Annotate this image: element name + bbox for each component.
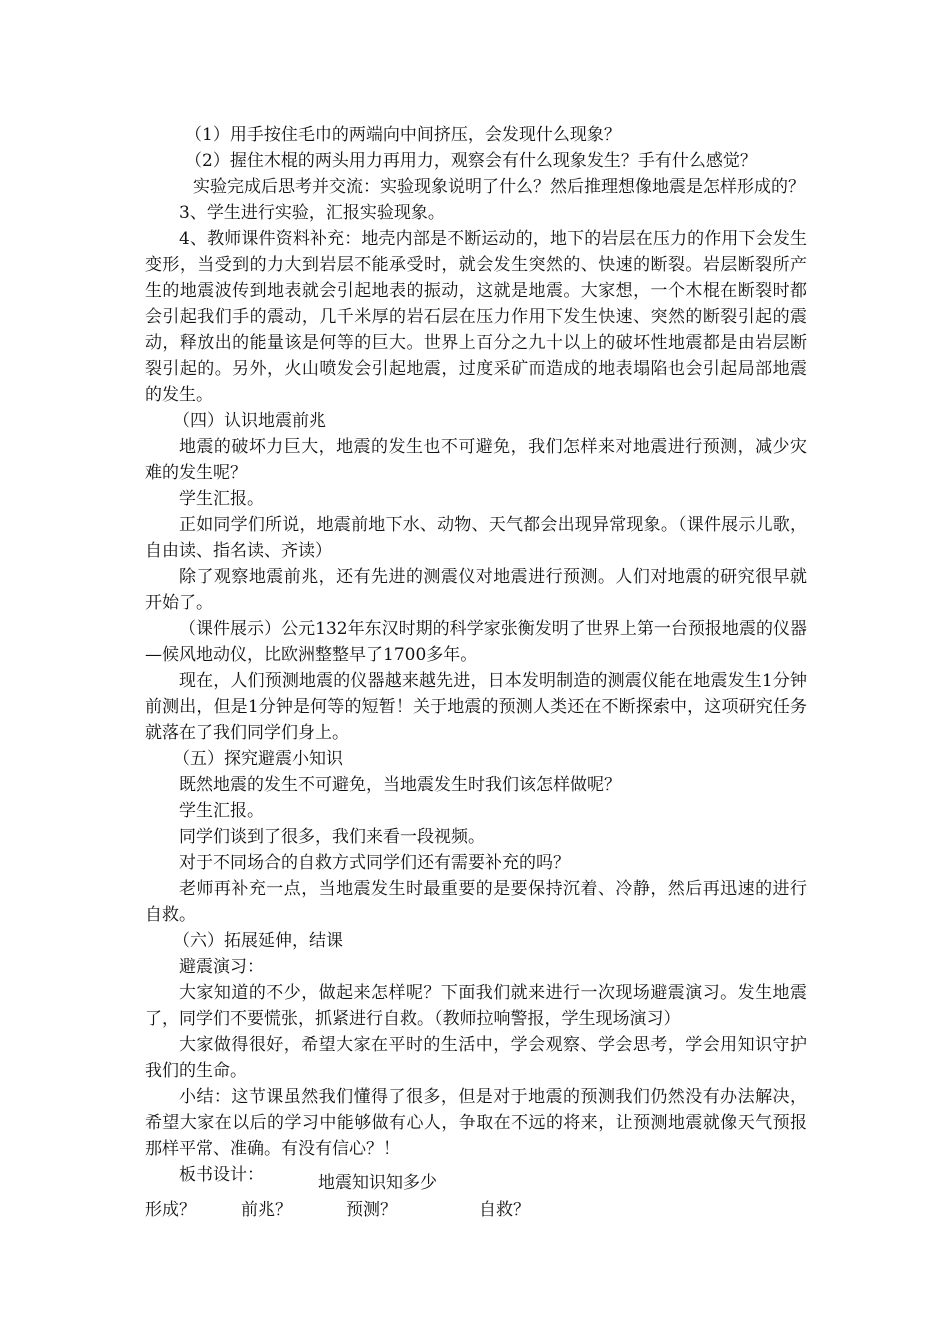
- paragraph-praise: 大家做得很好，希望大家在平时的生活中，学会观察、学会思考，学会用知识守护我们的生命。: [145, 1035, 807, 1081]
- paragraph-drill-label: 避震演习：: [179, 957, 264, 977]
- paragraph-zhang-heng: （课件展示）公元132年东汉时期的科学家张衡发明了世界上第一台预报地震的仪器—候风地动仪，比欧洲整整早了1700多年。: [145, 619, 807, 665]
- document-body: [145, 122, 807, 1188]
- paragraph-what-to-do: 既然地震的发生不可避免，当地震发生时我们该怎样做呢？: [179, 775, 621, 795]
- paragraph-prediction-question: 地震的破坏力巨大，地震的发生也不可避免，我们怎样来对地震进行预测，减少灾难的发生呢？: [145, 437, 807, 483]
- board-item-self-rescue: 自救？: [479, 1200, 530, 1220]
- section-heading-5: （五）探究避震小知识: [173, 749, 343, 769]
- paragraph-step-2: （2）握住木棍的两头用力再用力，观察会有什么现象发生？手有什么感觉？: [185, 151, 757, 171]
- section-heading-6: （六）拓展延伸，结课: [173, 931, 343, 951]
- board-title: 地震知识知多少: [318, 1173, 437, 1193]
- paragraph-reflection: 实验完成后思考并交流：实验现象说明了什么？然后推理想像地震是怎样形成的？: [193, 177, 805, 197]
- paragraph-summary: 小结：这节课虽然我们懂得了很多，但是对于地震的预测我们仍然没有办法解决，希望大家在以后的学习中能够做有心人，争取在不远的将来，让预测地震就像天气预报那样平常、准确。有没有信心？！: [145, 1087, 807, 1159]
- paragraph-step-1: （1）用手按住毛巾的两端向中间挤压，会发现什么现象？: [185, 125, 621, 145]
- board-item-precursor: 前兆？: [241, 1200, 292, 1220]
- paragraph-student-report-2: 学生汇报。: [179, 801, 264, 821]
- paragraph-experiment: 3、学生进行实验，汇报实验现象。: [179, 203, 445, 223]
- paragraph-teacher-tip: 老师再补充一点，当地震发生时最重要的是要保持沉着、冷静，然后再迅速的进行自救。: [145, 879, 807, 925]
- paragraph-self-rescue-question: 对于不同场合的自救方式同学们还有需要补充的吗？: [179, 853, 570, 873]
- section-heading-4: （四）认识地震前兆: [173, 411, 326, 431]
- paragraph-drill: 大家知道的不少，做起来怎样呢？下面我们就来进行一次现场避震演习。发生地震了，同学们不要慌张，抓紧进行自救。（教师拉响警报，学生现场演习）: [145, 983, 807, 1029]
- paragraph-precursors: 正如同学们所说，地震前地下水、动物、天气都会出现异常现象。（课件展示儿歌，自由读、指名读、齐读）: [145, 515, 807, 561]
- paragraph-teacher-supplement: 4、教师课件资料补充：地壳内部是不断运动的，地下的岩层在压力的作用下会发生变形，当受到的力大到岩层不能承受时，就会发生突然的、快速的断裂。岩层断裂所产生的地震波传到地表就会引起地表的振动，这就是地震。大家想，一个木棍在断裂时都会引起我们手的震动，几千米厚的岩石层在压力作用下发生快速、突然的断裂引起的震动，释放出的能量该是何等的巨大。世界上百分之九十以上的破坏性地震都是由岩层断裂引起的。另外，火山喷发会引起地震，过度采矿而造成的地表塌陷也会引起局部地震的发生。: [145, 229, 807, 405]
- board-item-formation: 形成？: [145, 1200, 196, 1220]
- paragraph-seismograph: 除了观察地震前兆，还有先进的测震仪对地震进行预测。人们对地震的研究很早就开始了。: [145, 567, 807, 613]
- paragraph-board-design-label: 板书设计：: [179, 1165, 264, 1185]
- board-item-prediction: 预测？: [346, 1200, 397, 1220]
- paragraph-student-report-1: 学生汇报。: [179, 489, 264, 509]
- paragraph-video: 同学们谈到了很多，我们来看一段视频。: [179, 827, 485, 847]
- paragraph-modern-instruments: 现在，人们预测地震的仪器越来越先进，日本发明制造的测震仪能在地震发生1分钟前测出，但是1分钟是何等的短暂！关于地震的预测人类还在不断探索中，这项研究任务就落在了我们同学们身上。: [145, 671, 807, 743]
